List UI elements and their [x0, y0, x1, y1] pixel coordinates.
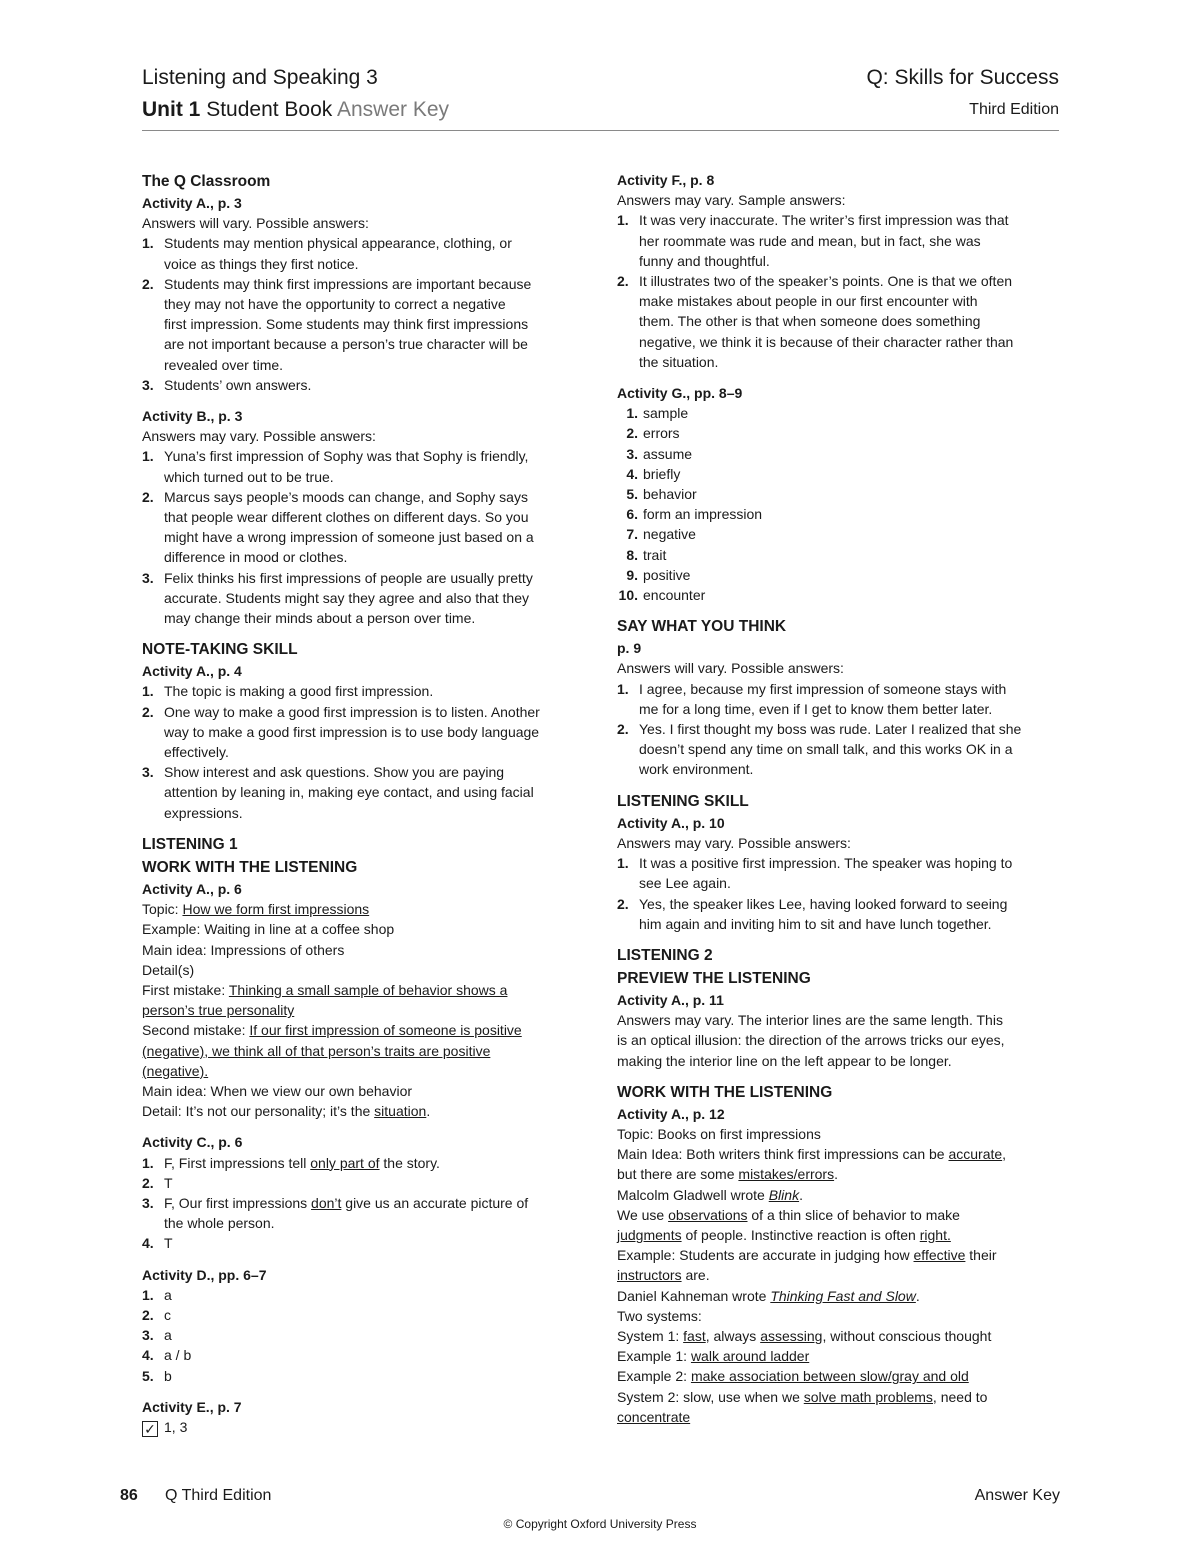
item-text: Yes. I first thought my boss was rude. Later I realized that she — [639, 721, 1022, 738]
item-text: her roommate was rude and mean, but in fact, she was — [639, 232, 981, 249]
item-number: 1. — [142, 1286, 154, 1303]
answer-blank: fast — [683, 1327, 706, 1344]
text-line — [617, 1265, 1062, 1285]
text-line — [617, 1346, 1062, 1366]
section-heading: SAY WHAT YOU THINK — [617, 618, 787, 636]
list-item — [142, 1153, 592, 1173]
item-number: 1. — [617, 212, 629, 229]
item-number: 2. — [626, 425, 638, 442]
item-number: 1. — [142, 448, 154, 465]
item-text: they may not have the opportunity to correct a negative — [164, 296, 506, 313]
list-item — [142, 762, 592, 823]
list-item — [142, 1366, 592, 1386]
answer-blank: observations — [668, 1206, 748, 1223]
item-text: may change their minds about a person over time. — [164, 610, 476, 627]
text: the whole person. — [164, 1215, 275, 1232]
answer-blank: judgments — [617, 1226, 682, 1243]
item-text: encounter — [643, 587, 706, 604]
answer-list — [617, 679, 1062, 780]
item-text: briefly — [643, 465, 681, 482]
item-text: assume — [643, 445, 693, 462]
text-line — [142, 1000, 592, 1020]
item-number: 1. — [617, 680, 629, 697]
page-number: 86 — [120, 1487, 138, 1504]
item-text: a — [164, 1286, 172, 1303]
activity-label: Activity A., p. 4 — [142, 663, 242, 680]
text: Main Idea: Both writers think first impressions can be — [617, 1146, 949, 1163]
item-text: difference in mood or clothes. — [164, 549, 348, 566]
answer-blank: make association between slow/gray and old — [690, 1368, 969, 1385]
text: . — [799, 1186, 803, 1203]
item-text: c — [164, 1306, 171, 1323]
answer-list — [617, 210, 1062, 372]
item-number: 4. — [626, 465, 638, 482]
item-text: expressions. — [164, 804, 243, 821]
text: Topic: — [142, 901, 183, 918]
text-line — [617, 1326, 1062, 1346]
text-line — [142, 1041, 592, 1061]
section-heading: LISTENING SKILL — [617, 792, 749, 810]
answer-blank: instructors — [617, 1267, 682, 1284]
list-item — [617, 271, 1062, 372]
text: Example 1: — [617, 1348, 691, 1365]
section-subheading: WORK WITH THE LISTENING — [142, 858, 358, 876]
list-item — [617, 524, 1062, 544]
unit-book: Student Book — [206, 98, 333, 121]
item-text: It was very inaccurate. The writer’s first impression was that — [639, 212, 1009, 229]
list-item — [617, 719, 1062, 780]
text-line: Answers may vary. The interior lines are the same length. This — [617, 1012, 1003, 1029]
list-item — [617, 894, 1062, 934]
item-number: 3. — [142, 764, 154, 781]
item-text: that people wear different clothes on different days. So you — [164, 509, 529, 526]
item-text: errors — [643, 425, 680, 442]
text: , — [1002, 1146, 1007, 1163]
item-number: 8. — [626, 546, 638, 563]
item-number: 3. — [142, 1194, 154, 1211]
list-item — [617, 403, 1062, 423]
item-text: negative, we think it is because of their character rather than — [639, 333, 1014, 350]
answer-list — [142, 233, 592, 395]
text: need to — [936, 1388, 988, 1405]
activity-label: Activity A., p. 6 — [142, 880, 242, 897]
text: the story. — [379, 1154, 440, 1171]
item-number: 2. — [142, 275, 154, 292]
text-line — [142, 980, 592, 1000]
unit-answer-key: Answer Key — [336, 98, 450, 121]
text: of a thin slice of behavior to make — [747, 1206, 960, 1223]
item-text: behavior — [643, 486, 697, 503]
text-line — [617, 1407, 1062, 1427]
item-text: revealed over time. — [164, 356, 284, 373]
item-number: 2. — [617, 721, 629, 738]
item-text: might have a wrong impression of someone just based on a — [164, 529, 534, 546]
text-line: Example: Waiting in line at a coffee shop — [142, 921, 395, 938]
activity-label: Activity F., p. 8 — [617, 172, 715, 188]
text: but there are some — [617, 1166, 739, 1183]
answer-blank: solve math problems, — [803, 1388, 937, 1405]
item-number: 2. — [142, 1306, 154, 1323]
answer-blank: assessing — [760, 1327, 823, 1344]
activity-label: p. 9 — [617, 640, 642, 657]
text: T — [164, 1174, 173, 1191]
item-text: One way to make a good first impression is to listen. Another — [164, 703, 540, 720]
section-subheading: PREVIEW THE LISTENING — [617, 969, 811, 987]
list-item — [142, 681, 592, 701]
checked-answer — [142, 1417, 592, 1437]
item-text: It illustrates two of the speaker’s points. One is that we often — [639, 273, 1013, 290]
activity-label: Activity A., p. 11 — [617, 991, 724, 1008]
answer-blank: effective — [913, 1247, 966, 1264]
activity-label: Activity A., p. 12 — [617, 1105, 725, 1122]
answer-blank: right. — [919, 1226, 951, 1243]
list-item — [142, 1285, 592, 1305]
text: We use — [617, 1206, 669, 1223]
list-item — [617, 679, 1062, 719]
page-footer — [120, 1487, 1060, 1511]
list-item — [142, 375, 592, 395]
section-heading: LISTENING 2 — [617, 946, 713, 964]
item-text: positive — [643, 566, 691, 583]
activity-label: Activity A., p. 3 — [142, 195, 242, 211]
activity-label: Activity D., pp. 6–7 — [142, 1266, 267, 1283]
item-number: 6. — [626, 506, 638, 523]
item-text: Yes, the speaker likes Lee, having looked forward to seeing — [639, 895, 1008, 912]
answer-blank: person’s true personality — [142, 1002, 295, 1019]
text: Daniel Kahneman wrote — [617, 1287, 771, 1304]
text-line — [617, 1185, 1062, 1205]
item-text: Students’ own answers. — [164, 376, 312, 393]
item-text: a / b — [164, 1347, 192, 1364]
item-text: Yuna’s first impression of Sophy was that Sophy is friendly, — [164, 448, 529, 465]
item-number: 3. — [142, 376, 154, 393]
text-line — [617, 1225, 1062, 1245]
item-text: way to make a good first impression is to use body language — [164, 723, 540, 740]
text-line — [617, 1144, 1062, 1164]
item-number: 1. — [626, 405, 638, 422]
text-line: Topic: Books on first impressions — [617, 1125, 821, 1142]
text: 1, 3 — [164, 1418, 188, 1435]
text-line — [617, 1164, 1062, 1184]
list-item — [142, 568, 592, 629]
text: . — [915, 1287, 920, 1304]
section-heading: WORK WITH THE LISTENING — [617, 1083, 833, 1101]
text-line — [617, 1366, 1062, 1386]
series-title: Q: Skills for Success — [866, 66, 1059, 89]
activity-intro: Answers will vary. Possible answers: — [142, 215, 369, 232]
item-text: Students may think first impressions are important because — [164, 275, 532, 292]
copyright: © Copyright Oxford University Press — [503, 1517, 697, 1531]
unit-title — [142, 98, 449, 122]
item-text: see Lee again. — [639, 875, 731, 892]
item-number: 2. — [142, 1174, 154, 1191]
text: F, Our first impressions — [164, 1194, 312, 1211]
answer-blank: Thinking a small sample of behavior shows a — [228, 981, 508, 998]
answer-blank: concentrate — [617, 1408, 691, 1425]
item-text: Show interest and ask questions. Show you are paying — [164, 764, 505, 781]
left-column — [142, 170, 592, 1437]
item-text: make mistakes about people in our first encounter with — [639, 293, 978, 310]
item-text: funny and thoughtful. — [639, 252, 770, 269]
text: Detail: It’s not our personality; it’s the — [142, 1103, 375, 1120]
item-text: doesn’t spend any time on small talk, and this works OK in a — [639, 741, 1013, 758]
section-heading: NOTE-TAKING SKILL — [142, 641, 298, 659]
item-number: 10. — [618, 587, 638, 604]
answer-blank: How we form first impressions — [182, 901, 370, 918]
item-text: b — [164, 1367, 172, 1384]
text: their — [965, 1247, 997, 1264]
section-heading: The Q Classroom — [142, 173, 271, 190]
item-text: The topic is making a good first impression. — [164, 683, 434, 700]
list-item — [142, 274, 592, 375]
text-line — [142, 1020, 592, 1040]
text: , without conscious thought — [822, 1327, 992, 1344]
answer-blank: accurate — [948, 1146, 1003, 1163]
list-item — [142, 702, 592, 763]
text-line — [142, 1101, 592, 1121]
list-item — [142, 1193, 592, 1233]
activity-label: Activity B., p. 3 — [142, 408, 243, 425]
book-title: Listening and Speaking 3 — [142, 66, 378, 89]
text-line — [617, 1205, 1062, 1225]
text: of people. Instinctive reaction is often — [681, 1226, 920, 1243]
item-number: 3. — [626, 445, 638, 462]
answer-blank: situation — [374, 1103, 427, 1120]
list-item — [617, 853, 1062, 893]
text-line — [617, 1286, 1062, 1306]
answer-blank: only part of — [310, 1154, 380, 1171]
list-item — [142, 233, 592, 273]
footer-edition: Q Third Edition — [165, 1487, 272, 1504]
footer-label: Answer Key — [974, 1487, 1060, 1504]
text: F, First impressions tell — [164, 1154, 311, 1171]
list-item — [617, 464, 1062, 484]
text: Example 2: — [617, 1368, 691, 1385]
answer-list — [142, 681, 592, 822]
item-number: 4. — [142, 1235, 154, 1252]
list-item — [617, 444, 1062, 464]
answer-blank: Thinking Fast and Slow — [770, 1287, 916, 1304]
section-heading: LISTENING 1 — [142, 835, 238, 853]
item-number: 1. — [617, 855, 629, 872]
item-number: 2. — [617, 895, 629, 912]
answer-list — [142, 1285, 592, 1386]
text-line: Main idea: When we view our own behavior — [142, 1082, 413, 1099]
text-line — [142, 1061, 592, 1081]
list-item — [617, 565, 1062, 585]
list-item — [142, 446, 592, 486]
text: T — [164, 1235, 173, 1252]
item-text: a — [164, 1327, 172, 1344]
edition-label: Third Edition — [969, 101, 1059, 118]
item-text: me for a long time, even if I get to know them better later. — [639, 700, 993, 717]
item-number: 1. — [142, 235, 154, 252]
activity-intro: Answers may vary. Sample answers: — [617, 192, 846, 209]
text: are. — [681, 1267, 710, 1284]
text-line — [617, 1245, 1062, 1265]
item-number: 4. — [142, 1347, 154, 1364]
item-text: trait — [643, 546, 667, 563]
item-number: 3. — [142, 569, 154, 586]
item-text: them. The other is that when someone does something — [639, 313, 981, 330]
text: . — [426, 1103, 431, 1120]
item-text: effectively. — [164, 744, 229, 761]
list-item — [617, 484, 1062, 504]
list-item — [617, 545, 1062, 565]
list-item — [617, 504, 1062, 524]
answer-blank: (negative), we think all of that person’s traits are positive — [142, 1042, 491, 1059]
right-column — [617, 170, 1062, 1427]
topic-line — [142, 899, 592, 919]
item-text: first impression. Some students may think first impressions — [164, 316, 529, 333]
answer-list — [142, 1153, 592, 1254]
item-text: I agree, because my first impression of someone stays with — [639, 680, 1007, 697]
item-text: sample — [643, 405, 689, 422]
text-line — [617, 1387, 1062, 1407]
item-number: 5. — [142, 1367, 154, 1384]
activity-label: Activity A., p. 10 — [617, 814, 725, 831]
text: System 1: — [617, 1327, 684, 1344]
item-text: work environment. — [639, 761, 754, 778]
activity-intro: Answers may vary. Possible answers: — [142, 428, 376, 445]
text: System 2: slow, use when we — [617, 1388, 804, 1405]
item-text: accurate. Students might say they agree and also that they — [164, 589, 529, 606]
item-number: 2. — [617, 273, 629, 290]
item-number: 2. — [142, 488, 154, 505]
item-text: It was a positive first impression. The speaker was hoping to — [639, 855, 1013, 872]
item-text: the situation. — [639, 353, 719, 370]
list-item — [142, 1305, 592, 1325]
activity-label: Activity C., p. 6 — [142, 1134, 243, 1151]
answer-blank: Blink — [768, 1186, 800, 1203]
item-text: Felix thinks his first impressions of people are usually pretty — [164, 569, 533, 586]
answer-blank: (negative). — [142, 1062, 209, 1079]
item-number: 1. — [142, 1154, 154, 1171]
text-line: is an optical illusion: the direction of the arrows tricks our eyes, — [617, 1032, 1005, 1049]
list-item — [142, 1345, 592, 1365]
answer-blank: mistakes/errors — [738, 1166, 835, 1183]
answer-list — [142, 446, 592, 628]
checkbox-icon: ✓ — [142, 1421, 158, 1437]
item-number: 3. — [142, 1327, 154, 1344]
text-line: Main idea: Impressions of others — [142, 941, 345, 958]
activity-label: Activity E., p. 7 — [142, 1398, 242, 1415]
activity-intro: Answers will vary. Possible answers: — [617, 660, 844, 677]
answer-list — [617, 853, 1062, 934]
list-item — [142, 1233, 592, 1253]
text-line: making the interior line on the left appear to be longer. — [617, 1052, 952, 1069]
answer-blank: don’t — [311, 1194, 342, 1211]
activity-label: Activity G., pp. 8–9 — [617, 385, 743, 402]
list-item — [617, 423, 1062, 443]
list-item — [617, 585, 1062, 605]
item-number: 5. — [626, 486, 638, 503]
answer-blank: If our first impression of someone is positive — [249, 1022, 522, 1039]
item-text: are not important because a person’s true character will be — [164, 336, 528, 353]
text: give us an accurate picture of — [341, 1194, 529, 1211]
list-item — [617, 210, 1062, 271]
item-text: Marcus says people’s moods can change, and Sophy says — [164, 488, 528, 505]
item-text: form an impression — [643, 506, 763, 523]
text: . — [834, 1166, 838, 1183]
item-number: 9. — [626, 566, 638, 583]
item-text: which turned out to be true. — [164, 468, 334, 485]
text: Second mistake: — [142, 1022, 250, 1039]
text: Malcolm Gladwell wrote — [617, 1186, 769, 1203]
item-text: voice as things they first notice. — [164, 255, 359, 272]
list-item — [142, 1325, 592, 1345]
item-number: 1. — [142, 683, 154, 700]
text-line: Detail(s) — [142, 961, 195, 978]
item-text: Students may mention physical appearance, clothing, or — [164, 235, 512, 252]
answer-list — [617, 403, 1062, 605]
item-number: 2. — [142, 703, 154, 720]
item-text: attention by leaning in, making eye contact, and using facial — [164, 784, 534, 801]
text-line: Two systems: — [617, 1307, 702, 1324]
text: , always — [705, 1327, 761, 1344]
unit-number: Unit 1 — [142, 98, 201, 121]
item-text: negative — [643, 526, 696, 543]
list-item — [142, 1173, 592, 1193]
text: First mistake: — [142, 981, 229, 998]
list-item — [142, 487, 592, 568]
answer-blank: walk around ladder — [690, 1348, 810, 1365]
activity-intro: Answers may vary. Possible answers: — [617, 834, 851, 851]
item-text: him again and inviting him to sit and have lunch together. — [639, 915, 992, 932]
text: Example: Students are accurate in judging how — [617, 1247, 914, 1264]
page-header — [142, 66, 1059, 131]
item-number: 7. — [626, 526, 638, 543]
